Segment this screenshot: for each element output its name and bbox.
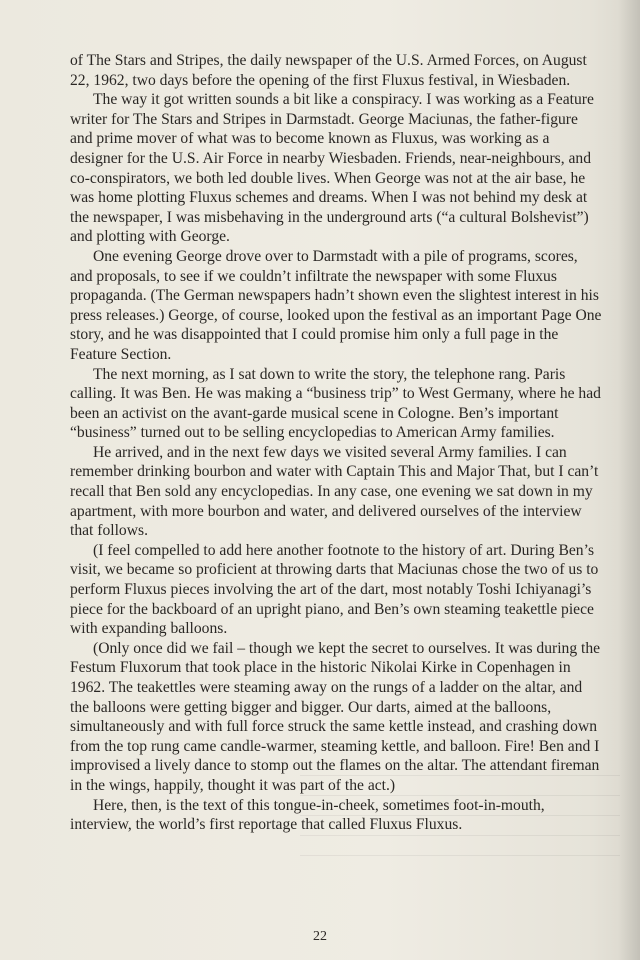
paragraph-1: of The Stars and Stripes, the daily newspaper of the U.S. Armed Forces, on August 22, 1962, two days before the opening of the first Fluxus festival, in Wiesbaden. xyxy=(70,52,587,89)
page-number: 22 xyxy=(313,929,327,944)
paragraph-5: He arrived, and in the next few days we visited several Army families. I can remember drinking bourbon and water with Captain This and Major That, but I can’t recall that Ben sold any encyclopedias. In any case, one evening we sat down in my apartment, with more bourbon and water, and delivered ourselves of the interview that follows. xyxy=(70,443,599,540)
paragraph-3: One evening George drove over to Darmstadt with a pile of programs, scores, and proposals, to see if we couldn’t infiltrate the newspaper with some Fluxus propaganda. (The German newspapers hadn’t shown even the slightest interest in his press releases.) George, of course, looked upon the festival as an important Page One story, and he was disappointed that I could promise him only a full page in the Feature Section. xyxy=(70,247,602,363)
paragraph-6: (I feel compelled to add here another footnote to the history of art. During Ben’s visit, we became so proficient at throwing darts that Maciunas chose the two of us to perform Fluxus pieces involving the art of the dart, most notably Toshi Ichiyanagi’s piece for the backboard of an upright piano, and Ben’s own steaming teakettle piece with expanding balloons. xyxy=(70,541,599,638)
paragraph-2: The way it got written sounds a bit like a conspiracy. I was working as a Feature writer for The Stars and Stripes in Darmstadt. George Maciunas, the father-figure and prime mover of what was to become known as Fluxus, was working as a designer for the U.S. Air Force in nearby Wiesbaden. Friends, near-neighbours, and co-conspirators, we both led double lives. When George was not at the air base, he was home plotting Fluxus schemes and dreams. When I was not behind my desk at the newspaper, I was misbehaving in the underground arts (“a cultural Bolshevist”) and plotting with George. xyxy=(70,91,594,246)
paragraph-8: Here, then, is the text of this tongue-in-cheek, sometimes foot-in-mouth, interview, the world’s first reportage that called Fluxus Fluxus. xyxy=(70,796,545,834)
paragraph-4: The next morning, as I sat down to write the story, the telephone rang. Paris calling. It was Ben. He was making a “business trip” to West Germany, where he had been an activist on the avant-garde musical scene in Cologne. Ben’s important “business” turned out to be selling encyclopedias to American Army families. xyxy=(70,365,601,442)
spine-shadow xyxy=(618,0,640,960)
paragraph-7: (Only once did we fail – though we kept the secret to ourselves. It was during the Festum Fluxorum that took place in the historic Nikolai Kirke in Copenhagen in 1962. The teakettles were steaming away on the rungs of a ladder on the altar, and the balloons were getting bigger and bigger. Our darts, aimed at the balloons, simultaneously and with full force struck the same kettle instead, and crashing down from the top rung came candle-warmer, steaming kettle, and balloon. Fire! Ben and I improvised a lively dance to stomp out the flames on the altar. The attendant fireman in the wings, happily, thought it was part of the act.) xyxy=(70,639,601,794)
body-text xyxy=(70,51,604,835)
